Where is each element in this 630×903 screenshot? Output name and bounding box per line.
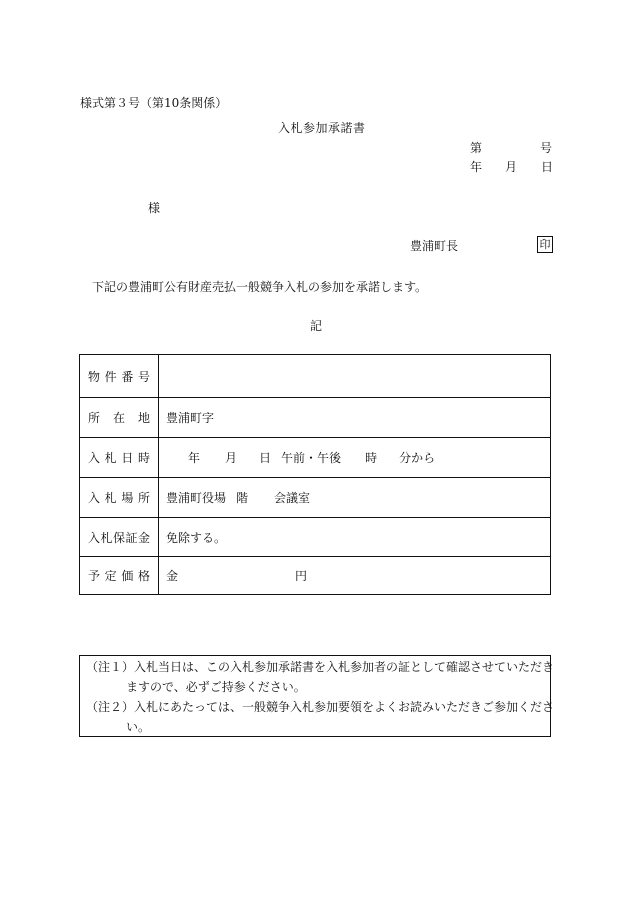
row-label-deposit: 入札保証金: [80, 518, 159, 557]
table-row: [80, 557, 551, 595]
row-value-property-number: [159, 355, 551, 398]
bid-place: 豊浦町役場: [166, 491, 227, 505]
note2-text: 入札にあたっては、一般競争入札参加要領をよくお読みいただきご参加くださ: [134, 700, 555, 714]
bid-hour: 時: [365, 451, 378, 465]
price-kin: 金: [166, 569, 179, 583]
row-value-planned-price: [159, 557, 551, 595]
note1-prefix: （注１）: [86, 660, 135, 674]
note1-line2: ますので、必ずご持参ください。: [126, 680, 306, 694]
document-title: 入札参加承諾書: [278, 121, 366, 135]
number-go: 号: [540, 141, 553, 155]
form-number: 様式第３号（第10条関係）: [80, 96, 228, 110]
row-value-bid-place: [159, 478, 551, 518]
table-row: [80, 478, 551, 518]
row-label-planned-price: 予定価格: [80, 557, 159, 595]
date-month: 月: [505, 160, 518, 174]
bid-ampm: 午前・午後: [281, 451, 342, 465]
table-row: [80, 398, 551, 438]
note1-line1: [86, 661, 554, 673]
bid-month: 月: [225, 451, 238, 465]
row-label-property-number: 物件番号: [80, 355, 159, 398]
number-dai: 第: [470, 141, 483, 155]
date-day: 日: [541, 160, 554, 174]
row-value-deposit: 免除する。: [159, 518, 551, 557]
notes-box: [79, 655, 555, 737]
row-label-location: 所在地: [80, 398, 159, 438]
row-label-bid-place: 入札場所: [80, 478, 159, 518]
row-label-bid-datetime: 入札日時: [80, 438, 159, 478]
note2-line1: [86, 701, 554, 713]
seal-mark: 印: [537, 236, 553, 253]
issuer-name: 豊浦町長: [410, 239, 459, 253]
bid-floor: 階: [236, 491, 249, 505]
date-year: 年: [470, 160, 483, 174]
note2-prefix: （注２）: [86, 700, 135, 714]
ki-heading: 記: [310, 319, 323, 333]
addressee-suffix: 様: [148, 201, 161, 215]
body-text: 下記の豊浦町公有財産売払一般競争入札の参加を承諾します。: [92, 280, 428, 294]
details-table: [79, 354, 551, 595]
row-value-location: 豊浦町字: [159, 398, 551, 438]
table-row: [80, 518, 551, 557]
row-value-bid-datetime: [159, 438, 551, 478]
price-yen: 円: [295, 569, 308, 583]
bid-year: 年: [188, 451, 201, 465]
note2-line2: い。: [126, 720, 151, 734]
bid-day: 日: [259, 451, 272, 465]
bid-room: 会議室: [274, 491, 311, 505]
bid-minute: 分から: [399, 451, 436, 465]
note1-text: 入札当日は、この入札参加承諾書を入札参加者の証として確認させていただき: [134, 660, 555, 674]
table-row: [80, 355, 551, 398]
table-row: [80, 438, 551, 478]
